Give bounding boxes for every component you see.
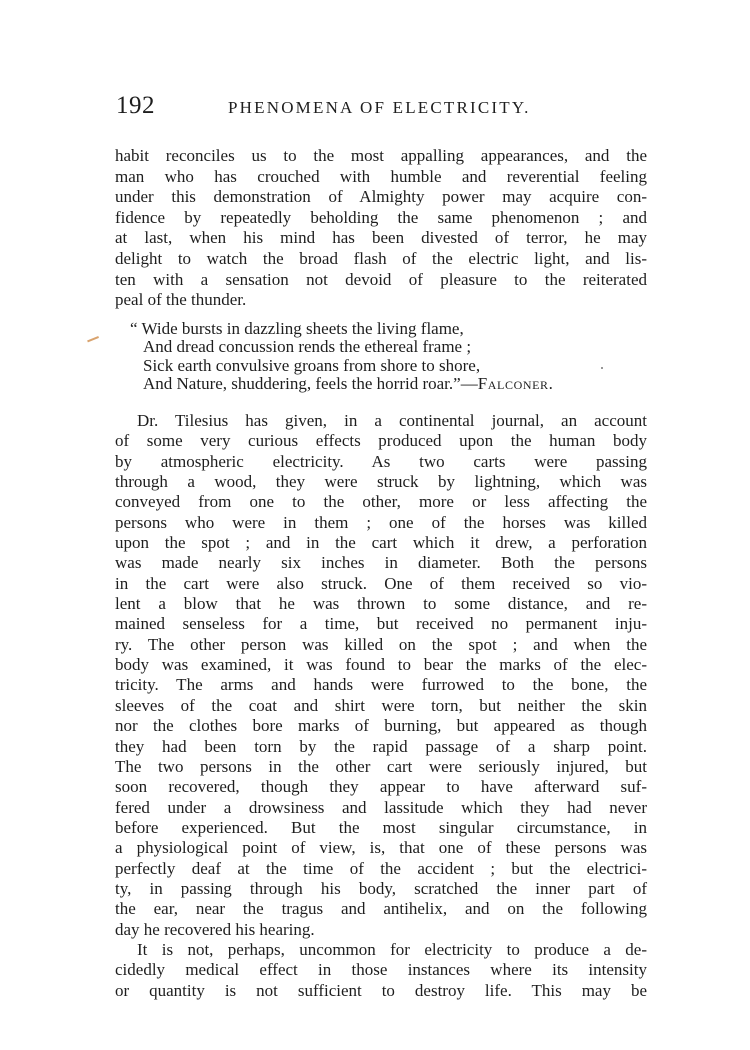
quote-attribution: Falconer. (477, 373, 554, 393)
page-number: 192 (116, 92, 155, 119)
text-line: before experienced. But the most singular circumstance, in (115, 817, 647, 837)
text-line: a physiological point of view, is, that one of these persons was (115, 838, 647, 858)
text-line: ty, in passing through his body, scratched the inner part of (115, 878, 647, 898)
text-line: upon the spot ; and in the cart which it drew, a perforation (115, 533, 647, 553)
verse-quotation (130, 320, 650, 393)
text-line: body was examined, it was found to bear the marks of the elec- (115, 655, 647, 675)
text-line: perfectly deaf at the time of the accident ; but the electrici- (115, 858, 647, 878)
text-line: conveyed from one to the other, more or less affecting the (115, 492, 647, 512)
text-line: through a wood, they were struck by lightning, which was (115, 472, 647, 492)
verse-line: And dread concussion rends the ethereal frame ; (143, 337, 472, 357)
verse-line: Sick earth convulsive groans from shore to shore, (143, 355, 481, 375)
text-line: tricity. The arms and hands were furrowed to the bone, the (115, 675, 647, 695)
ink-mark (87, 336, 101, 347)
text-line: Dr. Tilesius has given, in a continental journal, an account (137, 411, 647, 430)
paragraph-2 (115, 411, 647, 1001)
text-line: in the cart were also struck. One of them received so vio- (115, 573, 647, 593)
text-line: the ear, near the tragus and antihelix, and on the following (115, 899, 647, 919)
text-line: lent a blow that he was thrown to some distance, and re- (115, 594, 647, 614)
text-line: persons who were in them ; one of the horses was killed (115, 512, 647, 532)
text-line: man who has crouched with humble and reverential feeling (115, 166, 647, 186)
text-line: soon recovered, though they appear to have afterward suf- (115, 777, 647, 797)
running-title: PHENOMENA OF ELECTRICITY. (228, 98, 531, 117)
text-line: at last, when his mind has been divested of terror, he may (115, 228, 647, 248)
text-line: by atmospheric electricity. As two carts were passing (115, 451, 647, 471)
text-line: habit reconciles us to the most appalling appearances, and the (115, 146, 647, 165)
text-line: It is not, perhaps, uncommon for electricity to produce a de- (137, 939, 647, 959)
text-line: fered under a drowsiness and lassitude which they had never (115, 797, 647, 817)
verse-line (130, 375, 650, 393)
text-line: they had been torn by the rapid passage of a sharp point. (115, 736, 647, 756)
page-header (116, 92, 656, 122)
text-line: of some very curious effects produced upon the human body (115, 431, 647, 451)
text-line: under this demonstration of Almighty power may acquire con- (115, 187, 647, 207)
text-line: fidence by repeatedly beholding the same phenomenon ; and (115, 207, 647, 227)
text-line: sleeves of the coat and shirt were torn, but neither the skin (115, 695, 647, 715)
text-line: The two persons in the other cart were seriously injured, but (115, 756, 647, 776)
text-line: ten with a sensation not devoid of pleasure to the reiterated (115, 269, 647, 289)
text-line: or quantity is not sufficient to destroy life. This may be (115, 980, 647, 1000)
text-line: was made nearly six inches in diameter. Both the persons (115, 553, 647, 573)
text-line: cidedly medical effect in those instances where its intensity (115, 960, 647, 980)
verse-line-text: And Nature, shuddering, feels the horrid roar.”— (143, 373, 478, 393)
text-line: nor the clothes bore marks of burning, but appeared as though (115, 716, 647, 736)
paragraph-1 (115, 146, 647, 311)
text-line: peal of the thunder. (115, 290, 247, 310)
text-line: day he recovered his hearing. (115, 919, 315, 939)
text-line: ry. The other person was killed on the spot ; and when the (115, 634, 647, 654)
verse-line: “ Wide bursts in dazzling sheets the living flame, (130, 319, 464, 338)
text-line: delight to watch the broad flash of the electric light, and lis- (115, 248, 647, 268)
text-line: mained senseless for a time, but received no permanent inju- (115, 614, 647, 634)
